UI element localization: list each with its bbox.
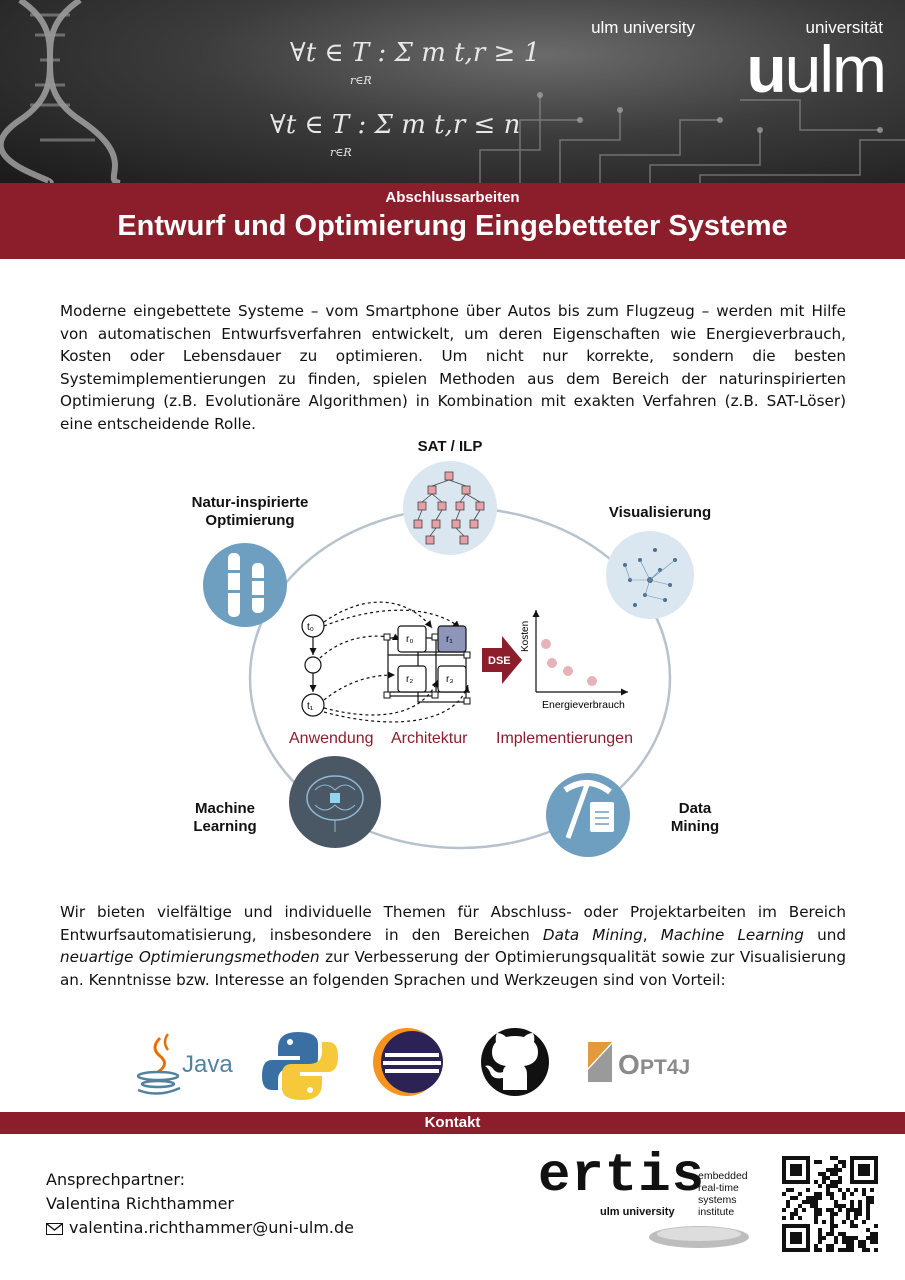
offer-comma: ,	[642, 925, 661, 944]
data-mining-pickaxe-icon	[546, 773, 630, 857]
sat-tree-icon	[403, 461, 497, 555]
axis-label-energieverbrauch: Energieverbrauch	[542, 699, 625, 711]
nature-optimization-label	[170, 494, 330, 530]
tool-logos	[0, 1020, 905, 1100]
machine-learning-label	[170, 800, 280, 836]
nature-label-line1: Natur-inspirierte	[191, 494, 309, 511]
header-banner-image	[0, 0, 905, 183]
ml-label-line1: Machine	[194, 800, 255, 817]
contact-email-link[interactable]: valentina.richthammer@uni-ulm.de	[69, 1218, 354, 1237]
data-mining-label	[650, 800, 740, 836]
contact-email-row	[46, 1216, 354, 1240]
logo-rest: ulm	[784, 32, 885, 106]
tool-logos-graphic	[0, 1020, 905, 1100]
formula-sum-index-1: r∈R	[350, 74, 372, 87]
java-wordmark: Java	[182, 1051, 233, 1078]
ertis-swoosh-icon	[644, 1222, 754, 1252]
pareto-plot	[520, 610, 628, 711]
github-logo	[481, 1028, 549, 1096]
application-graph	[302, 602, 468, 722]
dse-arrow	[482, 636, 522, 684]
ml-label-line2: Learning	[193, 818, 257, 835]
sat-ilp-label: SAT / ILP	[417, 438, 483, 455]
formula-constraint-2: ∀t ∈ T : Σ m t,r ≤ n	[270, 110, 521, 140]
contact-info	[46, 1168, 354, 1240]
ertis-tag-line1: embedded	[698, 1170, 748, 1182]
task-label-t0: t₀	[307, 622, 314, 633]
envelope-flap	[47, 1224, 62, 1234]
envelope-icon	[46, 1223, 63, 1235]
implementations-label: Implementierungen	[496, 730, 633, 747]
ertis-logo-tagline	[698, 1170, 748, 1218]
resource-label-r2: r₂	[406, 674, 414, 685]
research-diagram	[170, 430, 770, 870]
ertis-tag-line4: institute	[698, 1206, 735, 1218]
page-title: Entwurf und Optimierung Eingebetteter Systeme	[117, 210, 788, 242]
ertis-logo-subtitle: ulm university	[600, 1206, 675, 1218]
dm-label-line2: Mining	[670, 818, 720, 835]
offer-new-methods: neuartige Optimierungsmethoden	[60, 948, 320, 966]
java-logo	[138, 1034, 233, 1094]
qr-code-icon[interactable]	[782, 1156, 878, 1252]
offer-and: und	[803, 925, 846, 944]
python-logo	[262, 1032, 338, 1100]
resource-label-r3: r₃	[446, 674, 454, 685]
application-label: Anwendung	[289, 730, 374, 747]
contact-label: Ansprechpartner:	[46, 1170, 186, 1189]
university-name-de: universität	[805, 18, 883, 37]
contact-bar: Kontakt	[0, 1112, 905, 1134]
offer-machine-learning: Machine Learning	[660, 925, 804, 944]
university-name-en: ulm university	[591, 18, 695, 37]
chromosome-icon	[203, 543, 287, 627]
task-label-t1: t₁	[307, 701, 314, 712]
intro-paragraph: Moderne eingebettete Systeme – vom Smartphone über Autos bis zum Flugzeug – werden mit Hilfe von automatischen Entwurfsverfahren entwickelt, um deren Eigenschaften wie Energieverbrauch, Kosten oder Lebensdauer zu optimieren. Um nicht nur korrekte, sondern die besten Systemimplementierungen zu finden, spielen Methoden aus dem Bereich der naturinspirierten Optimierung (z.B. Evolutionäre Algorithmen) in Kombination mit exakten Verfahren (z.B. SAT-Löser) eine entscheidende Rolle.	[60, 302, 846, 433]
network-visualization-icon	[606, 531, 694, 619]
ertis-tag-line3: systems	[698, 1194, 737, 1206]
visualization-label: Visualisierung	[608, 504, 712, 521]
ertis-logo-text: ertis	[538, 1146, 706, 1207]
offer-data-mining: Data Mining	[542, 925, 643, 944]
dm-label-line1: Data	[678, 800, 712, 817]
contact-name: Valentina Richthammer	[46, 1194, 234, 1213]
offer-text-1: Wir bieten vielfältige und individuelle Themen für Abschluss- oder Projektarbeiten im Bereich Entwurfsautomatisierung, insbesondere in den Bereichen	[60, 903, 846, 944]
opt4j-wordmark-rest: PT4J	[640, 1056, 691, 1079]
eclipse-logo	[373, 1028, 443, 1096]
brain-chip-icon	[289, 756, 381, 848]
axis-label-kosten: Kosten	[520, 620, 531, 652]
nature-label-line2: Optimierung	[205, 512, 295, 529]
dse-label: DSE	[488, 655, 511, 667]
ertis-tag-line2: real-time	[698, 1182, 739, 1194]
formula-constraint-1: ∀t ∈ T : Σ m t,r ≥ 1	[290, 38, 541, 68]
architecture-label: Architektur	[391, 730, 468, 747]
architecture-graph	[384, 626, 470, 704]
opt4j-wordmark-o: O	[618, 1049, 640, 1080]
task-node-middle	[305, 657, 321, 673]
resource-label-r1: r₁	[446, 634, 453, 645]
banner-subtitle: Abschlussarbeiten	[385, 189, 520, 206]
opt4j-logo	[588, 1042, 690, 1082]
logo-bold-letter: u	[746, 32, 785, 106]
offer-text-2: zur Verbesserung der Optimierungsqualität sowie zur Visualisierung an. Kenntnisse bzw. Interesse an folgenden Sprachen und Werkzeugen sind von Vorteil:	[60, 948, 846, 989]
university-logo	[746, 32, 885, 106]
formula-sum-index-2: r∈R	[330, 146, 352, 159]
title-banner	[0, 183, 905, 259]
offer-paragraph	[60, 901, 846, 991]
resource-label-r0: r₀	[406, 634, 414, 645]
